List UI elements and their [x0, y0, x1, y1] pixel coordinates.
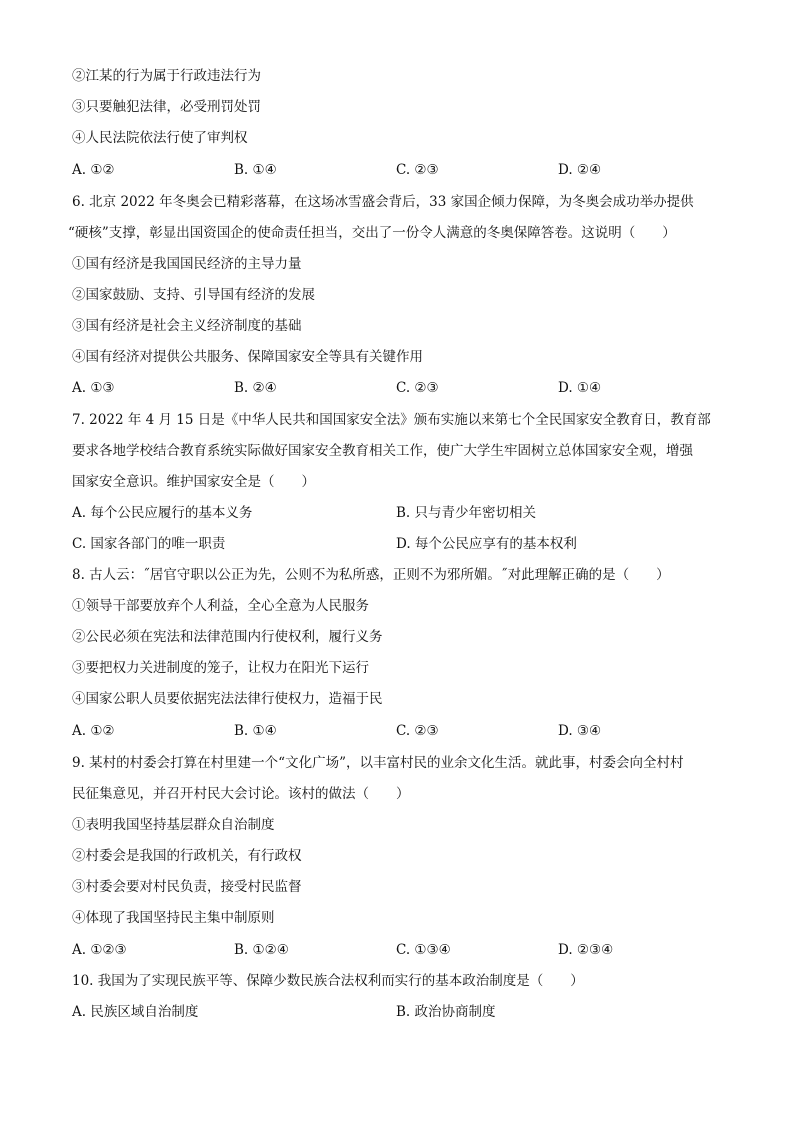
- q7-option-d: D. 每个公民应享有的基本权利: [396, 536, 577, 552]
- q5-statement-2: ②江某的行为属于行政违法行为: [72, 68, 261, 84]
- q6-statement-4: ④国有经济对提供公共服务、保障国家安全等具有关键作用: [72, 349, 423, 365]
- q8-option-c: C. ②③: [396, 723, 439, 739]
- q8-option-a: A. ①②: [72, 723, 115, 739]
- q6-option-b: B. ②④: [234, 380, 277, 396]
- q6-statement-2: ②国家鼓励、支持、引导国有经济的发展: [72, 287, 315, 303]
- q6-stem-line-2: “硬核”支撑，彰显出国资国企的使命责任担当，交出了一份令人满意的冬奥保障答卷。这说明（ ）: [68, 225, 676, 241]
- q6-option-a: A. ①③: [72, 380, 115, 396]
- q10-option-b: B. 政治协商制度: [396, 1004, 496, 1020]
- q7-option-c: C. 国家各部门的唯一职责: [72, 536, 226, 552]
- q9-statement-2: ②村委会是我国的行政机关，有行政权: [72, 848, 302, 864]
- q7-option-a: A. 每个公民应履行的基本义务: [72, 505, 253, 521]
- q7-stem-line-1: 7. 2022 年 4 月 15 日是《中华人民共和国国家安全法》颁布实施以来第七个全民国家安全教育日，教育部: [72, 412, 711, 428]
- q5-option-c: C. ②③: [396, 162, 439, 178]
- q9-statement-3: ③村委会要对村民负责，接受村民监督: [72, 879, 302, 895]
- q9-option-c: C. ①③④: [396, 942, 451, 958]
- q6-statement-3: ③国有经济是社会主义经济制度的基础: [72, 318, 302, 334]
- q5-statement-3: ③只要触犯法律，必受刑罚处罚: [72, 99, 261, 115]
- q8-statement-3: ③要把权力关进制度的笼子，让权力在阳光下运行: [72, 660, 369, 676]
- q5-option-a: A. ①②: [72, 162, 115, 178]
- q8-statement-2: ②公民必须在宪法和法律范围内行使权利，履行义务: [72, 629, 383, 645]
- q9-option-b: B. ①②④: [234, 942, 289, 958]
- q8-statement-4: ④国家公职人员要依据宪法法律行使权力，造福于民: [72, 691, 383, 707]
- q7-stem-line-2: 要求各地学校结合教育系统实际做好国家安全教育相关工作，使广大学生牢固树立总体国家安全观，增强: [72, 443, 693, 459]
- q8-option-d: D. ③④: [558, 723, 602, 739]
- q5-option-d: D. ②④: [558, 162, 602, 178]
- q9-option-d: D. ②③④: [558, 942, 614, 958]
- q8-option-b: B. ①④: [234, 723, 277, 739]
- q7-stem-line-3: 国家安全意识。维护国家安全是（ ）: [72, 474, 315, 490]
- q7-option-b: B. 只与青少年密切相关: [396, 505, 537, 521]
- q9-statement-4: ④体现了我国坚持民主集中制原则: [72, 910, 275, 926]
- q9-statement-1: ①表明我国坚持基层群众自治制度: [72, 817, 275, 833]
- q8-statement-1: ①领导干部要放弃个人利益，全心全意为人民服务: [72, 598, 369, 614]
- q6-statement-1: ①国有经济是我国国民经济的主导力量: [72, 256, 302, 272]
- q5-statement-4: ④人民法院依法行使了审判权: [72, 130, 248, 146]
- q9-stem-line-2: 民征集意见，并召开村民大会讨论。该村的做法（ ）: [72, 786, 410, 802]
- q6-option-c: C. ②③: [396, 380, 439, 396]
- q5-option-b: B. ①④: [234, 162, 277, 178]
- q10-option-a: A. 民族区域自治制度: [72, 1004, 199, 1020]
- q10-stem-line-1: 10. 我国为了实现民族平等、保障少数民族合法权利而实行的基本政治制度是（ ）: [72, 973, 584, 989]
- q6-stem-line-1: 6. 北京 2022 年冬奥会已精彩落幕，在这场冰雪盛会背后，33 家国企倾力保障，为冬奥会成功举办提供: [72, 194, 694, 210]
- q6-option-d: D. ①④: [558, 380, 602, 396]
- q9-option-a: A. ①②③: [72, 942, 127, 958]
- q9-stem-line-1: 9. 某村的村委会打算在村里建一个“文化广场”，以丰富村民的业余文化生活。就此事，村委会向全村村: [72, 755, 684, 771]
- q8-stem-line-1: 8. 古人云：˝居官守职以公正为先，公则不为私所惑，正则不为邪所媚。˝对此理解正确的是（ ）: [72, 567, 670, 583]
